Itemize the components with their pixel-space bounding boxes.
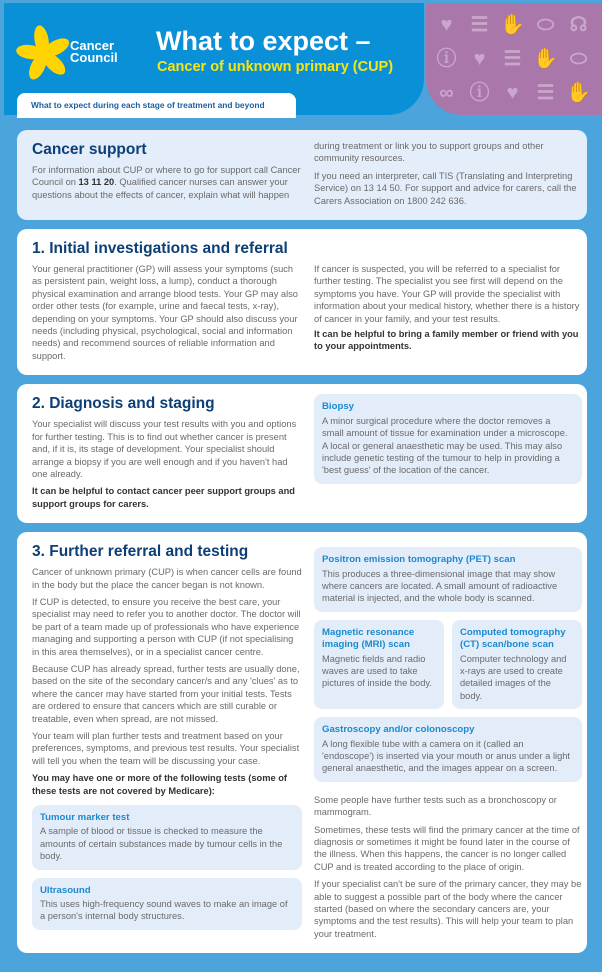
header [0, 0, 602, 118]
heart-pulse-icon: ♥ [440, 14, 453, 36]
box-text: A long flexible tube with a camera on it (called an 'endoscope') is inserted via your mouth or anus under a light general anaesthetic, and the images appear on a screen. [322, 738, 570, 774]
support-text [32, 164, 302, 201]
stethoscope-icon: ☊ [569, 14, 588, 36]
section-heading: 1. Initial investigations and referral [32, 240, 288, 258]
paragraph: Your specialist will discuss your test results with you and options for further testing. This is to find out whether cancer is present and, if it is, its stage of development. Your specialist should arrange a biopsy if you are well enough and if you haven't had one already. [32, 419, 297, 479]
box-text: A minor surgical procedure where the doctor removes a small amount of tissue for examination under a microscope. A local or general anaesthetic may be used. This may also include genetic testing of the tumour to help in providing a 'best guess' of the location of the cancer. [322, 415, 568, 476]
page-title: What to expect – [156, 26, 371, 56]
hands-heart-icon: ✋ [533, 48, 558, 70]
box-text: Computer technology and x-rays are used to create detailed images of the body. [460, 653, 567, 701]
text: For information about CUP or where to go for support call Cancer Council on [32, 165, 301, 188]
section-diagnosis [17, 384, 587, 523]
biopsy-box [314, 394, 582, 483]
hands-heart-icon: ✋ [566, 82, 591, 104]
clipboard-icon: ☰ [503, 48, 522, 70]
bold-note: It can be helpful to contact cancer peer support groups and support groups for carers. [32, 486, 295, 509]
section-heading: 2. Diagnosis and staging [32, 395, 215, 413]
box-text: This uses high-frequency sound waves to make an image of a person's internal body structures. [40, 899, 288, 922]
box-title: Computed tomography (CT) scan/bone scan [460, 626, 566, 651]
box-text: A sample of blood or tissue is checked to measure the amounts of certain substances made by tumour cells in the body. [40, 826, 283, 862]
pill-icon: ⬭ [536, 14, 555, 36]
cancer-council-logo [16, 24, 76, 80]
box-title: Gastroscopy and/or colonoscopy [322, 724, 475, 736]
clipboard-icon: ☰ [536, 82, 555, 104]
logo-line: Council [70, 50, 118, 65]
section-heading: Cancer support [32, 141, 147, 158]
paragraph: If cancer is suspected, you will be referred to a specialist for further testing. The specialist you see first will depend on the symptoms you have. Your GP will provide the specialist with information about your medical history, whether there is a history of cancer in your family, and your test results. [314, 264, 580, 324]
paragraph: If your specialist can't be sure of the primary cancer, they may be able to suggest a possible part of the body where the cancer started (based on where the secondary cancers are, your symptoms and the test results). This will help your team to plan your treatment. [314, 879, 582, 939]
heart-pulse-icon: ♥ [473, 48, 486, 70]
alert-icon: ⓘ [436, 48, 457, 70]
icon-grid [430, 8, 595, 110]
box-title: Ultrasound [40, 884, 91, 896]
box-title: Magnetic resonance imaging (MRI) scan [322, 626, 415, 651]
ultrasound-box [32, 878, 302, 930]
page-subtitle: Cancer of unknown primary (CUP) [157, 59, 394, 75]
main-content [0, 118, 602, 972]
logo-line: Cancer [70, 38, 115, 53]
section-heading: 3. Further referral and testing [32, 543, 249, 561]
paragraph: Cancer of unknown primary (CUP) is when cancer cells are found in the body but the place the cancer began is not known. [32, 567, 302, 590]
support-text: during treatment or link you to support groups and other community resources. [314, 141, 544, 164]
phone-number: 13 11 20 [78, 177, 115, 188]
support-text: If you need an interpreter, call TIS (Translating and Interpreting Service) on 13 14 50. For support and advice for carers, call the Carers Association on 1800 242 636. [314, 170, 577, 206]
hands-heart-icon: ✋ [500, 14, 525, 36]
pill-icon: ⬭ [569, 48, 588, 70]
header-tab: What to expect during each stage of treatment and beyond [17, 93, 296, 118]
ct-scan-box [452, 620, 582, 709]
box-title: Positron emission tomography (PET) scan [322, 554, 516, 566]
pet-scan-box [314, 547, 582, 612]
paragraph: Your general practitioner (GP) will assess your symptoms (such as persistent pain, weight loss, a lump), conduct a thorough physical examination and arrange blood tests. Your GP may also order other tests (for example, urine and faecal tests, x-ray), depending on your symptoms. Your GP should also discuss your needs (including physical, psychological, social and information needs) and recommend sources of reliable information and support. [32, 264, 298, 361]
paragraph: If CUP is detected, to ensure you receive the best care, your specialist may need to refer you to another doctor. The doctor will be part of a team made up of professionals who have experience managing and supporting a person with CUP (if not specialising in this area themselves), or in a specialist cancer centre. [32, 596, 301, 657]
gastroscopy-box [314, 717, 582, 782]
box-title: Tumour marker test [40, 812, 130, 824]
box-title: Biopsy [322, 401, 354, 413]
paragraph: Some people have further tests such as a bronchoscopy or mammogram. [314, 794, 557, 818]
alert-icon: ⓘ [469, 82, 490, 104]
section-initial-investigations [17, 229, 587, 375]
paragraph: Because CUP has already spread, further tests are usually done, based on the site of the secondary cancer/s and any 'clues' as to where the cancer may have started from your initial tests. Tests are ordered to ensure that cancers which are still curable or treatable, even when spread, are not missed. [32, 663, 300, 724]
logo-text [70, 40, 118, 64]
cancer-support-card [17, 130, 587, 220]
box-text: This produces a three-dimensional image that may show where cancers are located. A small amount of radioactive material is injected, and the whole body is scanned. [322, 568, 558, 604]
section-further-referral [17, 532, 587, 953]
heart-pulse-icon: ♥ [506, 82, 519, 104]
paragraph: Sometimes, these tests will find the primary cancer at the time of diagnosis or sometimes it might be found later in the course of the illness. When this happens, the cancer is no longer called CUP and is treated according to the place of origin. [314, 824, 580, 872]
text: . Qualified cancer nurses can answer your questions about the effects of cancer, explain what will happen [32, 177, 290, 200]
tumour-marker-box [32, 805, 302, 870]
bold-note: You may have one or more of the following tests (some of these tests are not covered by Medicare): [32, 773, 288, 796]
paragraph: Your team will plan further tests and treatment based on your preferences, symptoms, and previous test results. Your specialist will tell you when the team will be discussing your case. [32, 731, 300, 766]
mri-scan-box [314, 620, 444, 709]
binoculars-icon: ∞ [439, 82, 454, 104]
clipboard-icon: ☰ [470, 14, 489, 36]
box-text: Magnetic fields and radio waves are used to take pictures of inside the body. [322, 653, 432, 689]
bold-note: It can be helpful to bring a family member or friend with you to your appointments. [314, 329, 579, 352]
